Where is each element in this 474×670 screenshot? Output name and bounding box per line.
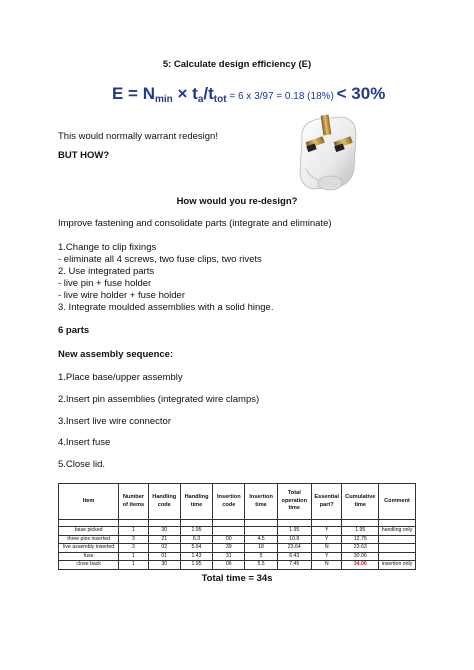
table-header: Handling code — [148, 484, 180, 520]
table-cell: 39 — [213, 544, 245, 553]
table-cell: 1.95 — [342, 527, 379, 536]
table-header: Essential part? — [311, 484, 342, 520]
table-cell: 1.43 — [180, 552, 212, 561]
table-cell: 5.64 — [180, 544, 212, 553]
uk-plug-icon — [292, 109, 364, 193]
table-header: Total operation time — [277, 484, 311, 520]
table-cell: Y — [311, 527, 342, 536]
sequence-step: 4.Insert fuse — [58, 437, 111, 448]
formula-sub-tot: tot — [213, 94, 227, 105]
table-cell: 6.43 — [277, 552, 311, 561]
table-cell: 23.64 — [277, 544, 311, 553]
table-cell: 01 — [148, 552, 180, 561]
table-cell: 1.95 — [180, 527, 212, 536]
formula-sub-min: min — [155, 94, 173, 105]
step-line: 3. Integrate moulded assemblies with a solid hinge. — [58, 302, 274, 313]
table-header: Number of items — [119, 484, 148, 520]
table-cell — [379, 535, 416, 544]
table-cell: 30 — [148, 561, 180, 570]
formula-comparison: < 30% — [336, 84, 386, 103]
table-cell: handling only — [379, 527, 416, 536]
assembly-table — [58, 483, 416, 570]
table-header-row — [59, 484, 416, 520]
table-cell: 1 — [119, 552, 148, 561]
formula-slash-t: /t — [203, 84, 214, 103]
table-cell: 12.75 — [342, 535, 379, 544]
table-cell: 10.8 — [277, 535, 311, 544]
redesign-heading: How would you re-design? — [176, 196, 298, 207]
table-header: Insertion time — [245, 484, 277, 520]
table-cell: 7.45 — [277, 561, 311, 570]
step-line: - live pin + fuse holder — [58, 278, 152, 289]
table-cell: Y — [311, 535, 342, 544]
table-cell: insertion only — [379, 561, 416, 570]
section-title: 5: Calculate design efficiency (E) — [162, 59, 312, 70]
step-line: 1.Change to clip fixings — [58, 242, 157, 253]
table-header: Item — [59, 484, 119, 520]
table-cell: 6.3 — [180, 535, 212, 544]
formula-calculation: = 6 x 3/97 = 0.18 (18%) — [226, 91, 337, 102]
improve-text: Improve fastening and consolidate parts (integrate and eliminate) — [58, 218, 332, 229]
table-cell: 4.5 — [245, 535, 277, 544]
table-cell: fuse — [59, 552, 119, 561]
table-cell: 1 — [119, 561, 148, 570]
table-header: Handling time — [180, 484, 212, 520]
cumulative-total-cell: 34.06 — [342, 561, 379, 570]
sequence-heading: New assembly sequence: — [58, 349, 174, 360]
sequence-step: 5.Close lid. — [58, 459, 105, 470]
table-cell: 02 — [148, 544, 180, 553]
redesign-note: This would normally warrant redesign! — [58, 131, 218, 142]
step-line: - eliminate all 4 screws, two fuse clips, two rivets — [58, 254, 262, 265]
step-line: 2. Use integrated parts — [58, 266, 155, 277]
table-cell — [213, 527, 245, 536]
table-cell: N — [311, 544, 342, 553]
table-header: Comment — [379, 484, 416, 520]
table-cell: three pins inserted — [59, 535, 119, 544]
table-cell: 3 — [119, 535, 148, 544]
table-cell: 1.95 — [277, 527, 311, 536]
table-cell: close back — [59, 561, 119, 570]
table-cell: 5.5 — [245, 561, 277, 570]
sequence-step: 3.Insert live wire connector — [58, 416, 171, 427]
table-cell: Y — [311, 552, 342, 561]
formula-sub-a: a — [197, 94, 204, 105]
table-header: Cumulative time — [342, 484, 379, 520]
formula-e-n: E = N — [112, 84, 155, 103]
sequence-step: 2.Insert pin assemblies (integrated wire clamps) — [58, 394, 260, 405]
table-cell: N — [311, 561, 342, 570]
table-cell: 1.95 — [180, 561, 212, 570]
table-cell: 18 — [245, 544, 277, 553]
table-spacer-row — [59, 520, 416, 527]
table-cell: 00 — [213, 535, 245, 544]
table-cell: 21 — [148, 535, 180, 544]
parts-count: 6 parts — [58, 325, 90, 336]
table-header: Insertion code — [213, 484, 245, 520]
table-cell: base picked — [59, 527, 119, 536]
table-cell: 06 — [213, 561, 245, 570]
table-cell — [379, 552, 416, 561]
table-cell: 5 — [245, 552, 277, 561]
table-cell — [245, 527, 277, 536]
table-cell: 23.63 — [342, 544, 379, 553]
table-cell: 3 — [119, 544, 148, 553]
table-cell: 30 — [148, 527, 180, 536]
total-time: Total time = 34s — [201, 573, 273, 584]
sequence-step: 1.Place base/upper assembly — [58, 372, 183, 383]
table-cell: 31 — [213, 552, 245, 561]
table-row — [59, 561, 416, 570]
table-cell — [379, 544, 416, 553]
table-row — [59, 552, 416, 561]
table-row — [59, 527, 416, 536]
table-cell: 1 — [119, 527, 148, 536]
efficiency-formula — [112, 84, 385, 105]
table-cell: 30.06 — [342, 552, 379, 561]
table-cell: live assembly inserted — [59, 544, 119, 553]
formula-times-t: × t — [172, 84, 198, 103]
but-how: BUT HOW? — [58, 150, 110, 161]
table-row — [59, 535, 416, 544]
table-row — [59, 544, 416, 553]
step-line: - live wire holder + fuse holder — [58, 290, 185, 301]
